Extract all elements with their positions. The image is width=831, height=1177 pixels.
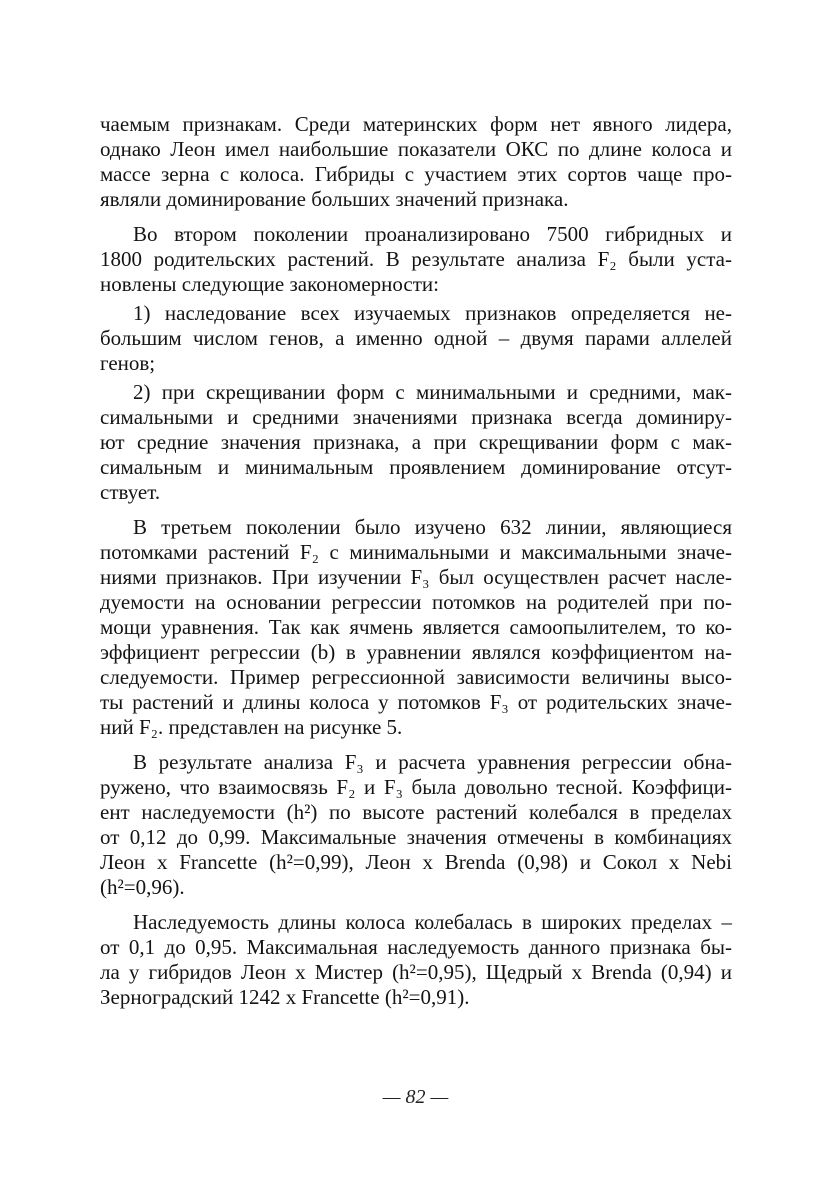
text-line: потомками растений F₂ с минимальными и максимальными значе- <box>100 540 732 564</box>
text-line: генов; <box>100 351 156 375</box>
text-line: 2) при скрещивании форм с минимальными и средними, мак- <box>133 380 732 404</box>
paragraph <box>100 222 732 297</box>
text-line: от 0,12 до 0,99. Максимальные значения отмечены в комбинациях <box>100 825 732 849</box>
text-line: являли доминирование больших значений признака. <box>100 187 569 211</box>
text-line: (h²=0,96). <box>100 875 185 899</box>
page-body <box>100 112 732 1010</box>
text-line: ют средние значения признака, а при скрещивании форм с мак- <box>100 430 732 454</box>
text-line: эффициент регрессии (b) в уравнении являлся коэффициентом на- <box>100 640 732 664</box>
text-line: В результате анализа F₃ и расчета уравнения регрессии обна- <box>133 750 732 774</box>
text-line: Во втором поколении проанализировано 7500 гибридных и <box>133 222 732 246</box>
text-line: В третьем поколении было изучено 632 линии, являющиеся <box>133 515 732 539</box>
text-line: однако Леон имел наибольшие показатели ОКС по длине колоса и <box>100 137 732 161</box>
text-line: ний F₂. представлен на рисунке 5. <box>100 715 403 739</box>
text-line: симальными и средними значениями признака всегда доминиру- <box>100 405 732 429</box>
text-line: следуемости. Пример регрессионной зависимости величины высо- <box>100 665 732 689</box>
paragraph <box>100 301 732 376</box>
text-line: ниями признаков. При изучении F₃ был осуществлен расчет насле- <box>100 565 732 589</box>
text-line: новлены следующие закономерности: <box>100 272 440 296</box>
text-line: ент наследуемости (h²) по высоте растений колебался в пределах <box>100 800 732 824</box>
text-line: ты растений и длины колоса у потомков F₃ от родительских значе- <box>100 690 732 714</box>
text-line: чаемым признакам. Среди материнских форм нет явного лидера, <box>100 112 732 136</box>
paragraph <box>100 910 732 1010</box>
text-line: Леон х Francette (h²=0,99), Леон х Brenda (0,98) и Сокол х Nebi <box>100 850 732 874</box>
text-line: мощи уравнения. Так как ячмень является самоопылителем, то ко- <box>100 615 732 639</box>
text-line: массе зерна с колоса. Гибриды с участием этих сортов чаще про- <box>100 162 732 186</box>
text-line: ствует. <box>100 480 161 504</box>
text-line: 1) наследование всех изучаемых признаков определяется не- <box>133 301 732 325</box>
paragraph <box>100 750 732 900</box>
paragraph <box>100 112 732 212</box>
text-line: 1800 родительских растений. В результате анализа F₂ были уста- <box>100 247 732 271</box>
text-line: симальным и минимальным проявлением доминирование отсут- <box>100 455 732 479</box>
text-line: ла у гибридов Леон х Мистер (h²=0,95), Щедрый х Brenda (0,94) и <box>100 960 732 984</box>
text-line: дуемости на основании регрессии потомков на родителей при по- <box>100 590 732 614</box>
text-line: Зерноградский 1242 х Francette (h²=0,91). <box>100 985 470 1009</box>
paragraph <box>100 380 732 505</box>
text-line: большим числом генов, а именно одной – двумя парами аллелей <box>100 326 732 350</box>
text-line: ружено, что взаимосвязь F₂ и F₃ была довольно тесной. Коэффици- <box>100 775 732 799</box>
text-line: от 0,1 до 0,95. Максимальная наследуемость данного признака бы- <box>100 935 732 959</box>
page-number: — 82 — <box>382 1086 449 1108</box>
paragraph <box>100 515 732 740</box>
text-line: Наследуемость длины колоса колебалась в широких пределах – <box>133 910 732 934</box>
